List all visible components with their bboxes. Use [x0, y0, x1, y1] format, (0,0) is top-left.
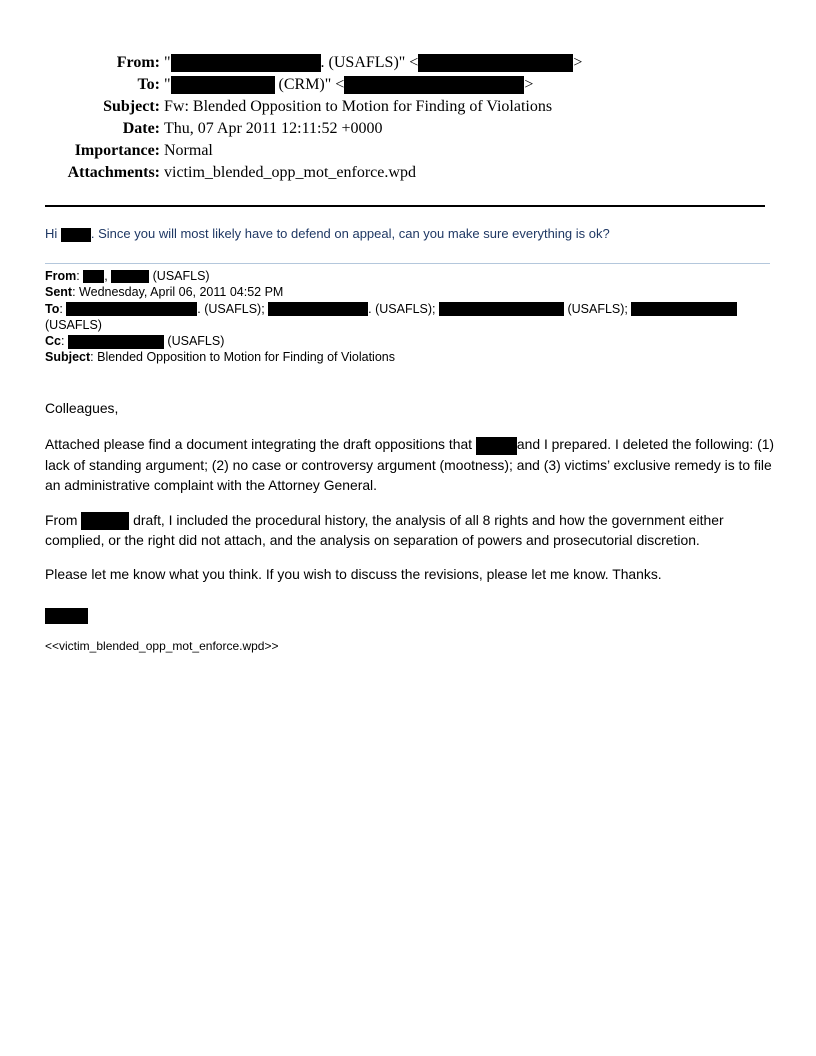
body-paragraph-3: Please let me know what you think. If you wish to discuss the revisions, please let me know. Thanks. — [45, 566, 662, 583]
to-value: " (CRM)" < > — [164, 76, 534, 93]
original-message-header — [45, 268, 775, 366]
redaction-box — [344, 76, 524, 94]
subject-value: Fw: Blended Opposition to Motion for Finding of Violations — [164, 98, 553, 115]
orig-to-row-cont: (USAFLS) — [45, 317, 102, 332]
attachment-reference[interactable]: <<victim_blended_opp_mot_enforce.wpd>> — [45, 639, 279, 653]
subject-row — [0, 96, 816, 118]
from-row — [0, 52, 816, 74]
to-label: To: — [137, 76, 160, 93]
orig-to-row: To: . (USAFLS); . (USAFLS); (USAFLS); — [45, 301, 775, 317]
redaction-box — [171, 76, 275, 94]
orig-cc-row: Cc: (USAFLS) — [45, 334, 225, 349]
redaction-box — [418, 54, 573, 72]
body-paragraph-1: Attached please find a document integrating the draft oppositions that and I prepared. I deleted the following: (1) lack of standing argument; (2) no case or controversy argument (mootness); and (3) victims’ exclusive remedy is to file an administrative complaint with the Attorney General. — [45, 436, 775, 494]
orig-sent-row: Sent: Wednesday, April 06, 2011 04:52 PM — [45, 285, 284, 300]
redaction-box — [631, 302, 737, 316]
redaction-box — [66, 302, 197, 316]
redaction-box — [171, 54, 321, 72]
redaction-box — [439, 302, 564, 316]
email-header — [0, 52, 816, 184]
date-value: Thu, 07 Apr 2011 12:11:52 +0000 — [164, 120, 383, 137]
attachments-row — [0, 162, 816, 184]
redaction-box — [83, 270, 104, 283]
to-row — [0, 74, 816, 96]
orig-subject-row: Subject: Blended Opposition to Motion for Finding of Violations — [45, 350, 395, 365]
attachment-link[interactable]: victim_blended_opp_mot_enforce.wpd — [164, 164, 416, 181]
greeting: Colleagues, — [45, 400, 119, 416]
forward-note: Hi . Since you will most likely have to defend on appeal, can you make sure everything is ok? — [45, 226, 610, 241]
orig-from-row: From: , (USAFLS) — [45, 269, 210, 283]
date-row — [0, 118, 816, 140]
redaction-box — [68, 335, 164, 349]
importance-value: Normal — [164, 142, 213, 159]
redaction-box — [45, 608, 88, 624]
message-divider — [45, 263, 770, 264]
redaction-box — [81, 512, 129, 530]
body-paragraph-2: From draft, I included the procedural history, the analysis of all 8 rights and how the government either complied, or the right did not attach, and the analysis on separation of powers and prosecutorial discretion. — [45, 511, 724, 549]
header-divider — [45, 205, 765, 207]
importance-label: Importance: — [74, 142, 160, 159]
redaction-box — [111, 270, 149, 283]
signature — [45, 605, 775, 625]
redaction-box — [61, 228, 91, 242]
from-value: " . (USAFLS)" < > — [164, 54, 583, 71]
attachments-label: Attachments: — [67, 164, 160, 181]
redaction-box — [268, 302, 368, 316]
importance-row — [0, 140, 816, 162]
message-body — [45, 398, 775, 625]
subject-label: Subject: — [103, 98, 160, 115]
date-label: Date: — [122, 120, 160, 137]
redaction-box — [476, 437, 517, 455]
from-label: From: — [116, 54, 160, 71]
